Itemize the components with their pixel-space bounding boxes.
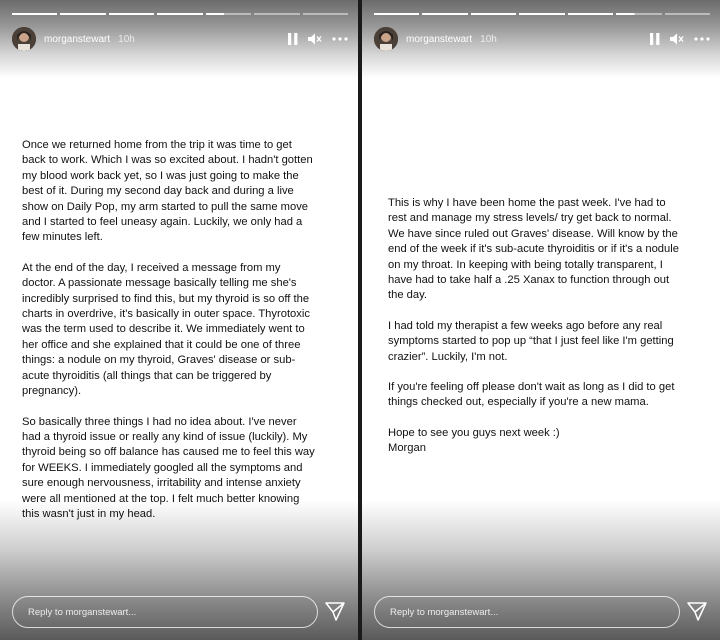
story-paragraph: If you're feeling off please don't wait as long as I did to get things checked out, especially if you're a new mama. [388,381,675,409]
progress-segment [519,13,564,15]
reply-placeholder: Reply to morganstewart... [390,606,499,618]
progress-segment [109,13,154,15]
progress-segment [422,13,467,15]
story-paragraph: I had told my therapist a few weeks ago before any real symptoms started to pop up “that I just feel like I'm getting crazier”. Luckily, I'm not. [388,319,674,363]
speaker-muted-icon[interactable] [670,33,684,45]
timestamp: 10h [118,33,135,45]
reply-input[interactable] [12,596,318,628]
story-paragraph: This is why I have been home the past week. I've had to rest and manage my stress levels/ try get back to normal. We have since ruled out Graves' disease. Will know by the end of the week if it's sub-acute thyroiditis or if it's a nodule on my throat. In keeping with being totally transparent, I have had to take half a .25 Xanax to function through out the day. [388,197,679,302]
story-controls [650,33,710,45]
reply-placeholder: Reply to morganstewart... [28,606,137,618]
username[interactable]: morganstewart [44,33,111,45]
progress-segment [471,13,516,15]
avatar[interactable] [12,27,36,51]
pause-icon[interactable] [650,33,660,45]
progress-segment [254,13,299,15]
story-text [388,196,698,472]
story-paragraph: Hope to see you guys next week :) Morgan [388,426,560,455]
username[interactable]: morganstewart [406,33,473,45]
more-dots-icon[interactable] [332,37,348,41]
speaker-muted-icon[interactable] [308,33,322,45]
send-icon[interactable] [324,600,346,622]
progress-segment [206,13,251,15]
send-icon[interactable] [686,600,708,622]
story-paragraph: At the end of the day, I received a message from my doctor. A passionate message basically telling me she's incredibly surprised to find this, but my thyroid is so off the charts in overdrive, it's basically in outer space. Thyrotoxic was the term used to describe it. We immediately went to her office and she explained that it could be one of three things: a nodule on my thyroid, Graves' disease or sub- acute thyroiditis (all things that can be triggered by pregnancy). [22,261,310,398]
progress-segment [616,13,661,15]
story-paragraph: So basically three things I had no idea about. I've never had a thyroid issue or really any kind of issue (luckily). My thyroid being so off balance has caused me to feel this way for WEEKS. I immediately googled all the symptoms and sure enough nervousness, irritability and intense anxiety were all mentioned at the top. I felt much better knowing this wasn't just in my head. [22,415,315,520]
reply-input[interactable] [374,596,680,628]
story-text [22,138,338,537]
story-progress-bar [374,13,710,15]
avatar[interactable] [374,27,398,51]
progress-segment [665,13,710,15]
progress-segment [60,13,105,15]
pause-icon[interactable] [288,33,298,45]
progress-segment [568,13,613,15]
story-progress-bar [12,13,348,15]
story-header [12,26,348,52]
story-controls [288,33,348,45]
story-paragraph: Once we returned home from the trip it was time to get back to work. Which I was so excited about. I hadn't gotten my blood work back yet, so I was just going to make the best of it. During my second day back and during a live show on Daily Pop, my arm started to pull the same move and I started to feel uneasy again. Luckily, we only had a few minutes left. [22,139,313,244]
story-panel-2[interactable] [362,0,720,640]
progress-segment [303,13,348,15]
more-dots-icon[interactable] [694,37,710,41]
progress-segment [374,13,419,15]
progress-segment [12,13,57,15]
story-panel-1[interactable] [0,0,358,640]
progress-segment [157,13,202,15]
timestamp: 10h [480,33,497,45]
story-header [374,26,710,52]
